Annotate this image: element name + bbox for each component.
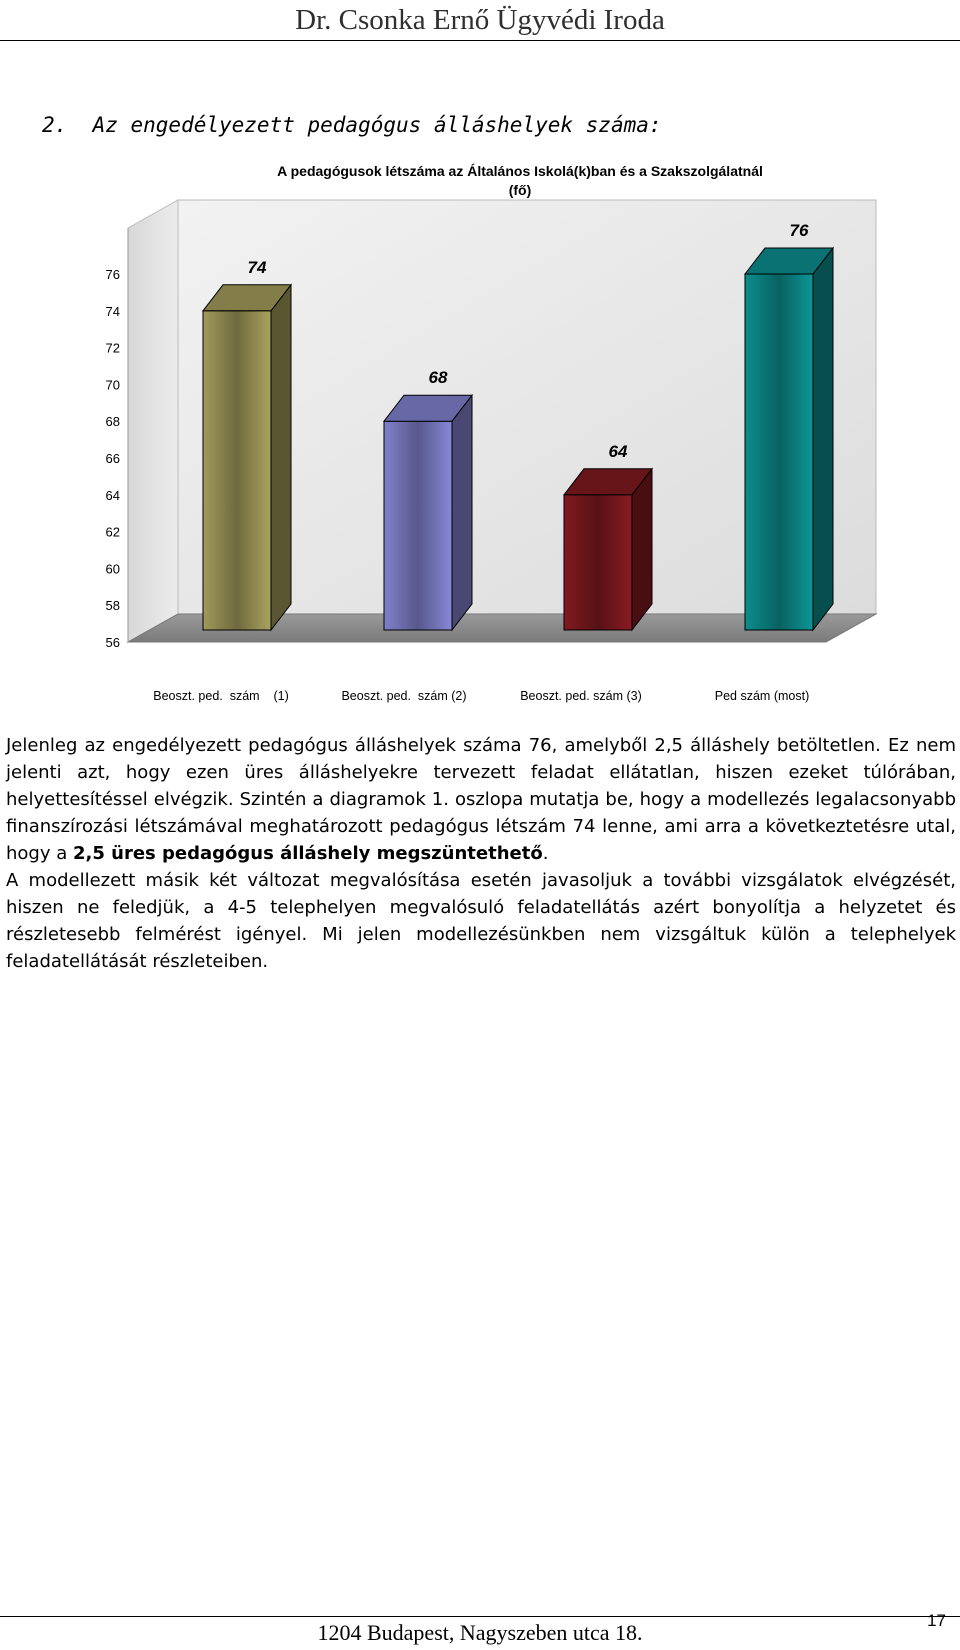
bar-side-face: [271, 285, 291, 630]
chart-title: A pedagógusok létszáma az Általános Iskolá(k)ban és a Szakszolgálatnál: [277, 163, 763, 179]
x-category-label: Beoszt. ped. szám (2): [341, 689, 467, 703]
y-tick-label: 66: [105, 451, 120, 466]
bar-front-face: [564, 495, 632, 630]
footer-address: 1204 Budapest, Nagyszeben utca 18.: [317, 1620, 643, 1645]
y-tick-label: 76: [105, 267, 120, 282]
body-paragraph-1-text: Jelenleg az engedélyezett pedagógus álláshelyek száma 76, amelyből 2,5 álláshely betöltetlen. Ez nem jelenti azt, hogy ezen üres álláshelyekre tervezett feladat ellátatlan, hiszen ezeket túlórában, helyettesítéssel elvégzik. Szintén a diagramok 1. oszlopa mutatja be, hogy a modellezés legalacsonyabb finanszírozási létszámával meghatározott pedagógus létszám 74 lenne, ami arra a következtetésre utal, hogy a: [6, 735, 956, 864]
body-paragraph-2: A modellezett másik két változat megvalósítása esetén javasoljuk a további vizsgálatok elvégzését, hiszen ne feledjük, a 4-5 telephelyen megvalósuló feladatellátás azért bonyolítja a helyzetet és részletesebb felmérést igényel. Mi jelen modellezésünkben nem vizsgáltuk külön a telephelyek feladatellátását részleteiben.: [6, 870, 956, 972]
bar: [203, 285, 291, 630]
bar-data-label: 76: [789, 221, 809, 240]
bar: [745, 248, 833, 630]
y-tick-label: 72: [105, 340, 120, 356]
bar-side-face: [452, 395, 472, 630]
bar-side-face: [632, 469, 652, 630]
bar-side-face: [813, 248, 833, 630]
y-tick-label: 68: [105, 414, 120, 430]
section-heading: 2. Az engedélyezett pedagógus álláshelyek száma:: [42, 113, 662, 137]
y-tick-label: 74: [105, 303, 120, 319]
chart-side-wall: [128, 200, 178, 642]
footer-divider: [0, 1616, 960, 1617]
y-tick-label: 62: [105, 524, 120, 540]
bar: [384, 395, 472, 630]
chart-subtitle: (fő): [508, 182, 532, 198]
body-paragraph-1: [6, 732, 956, 867]
bar-front-face: [203, 311, 271, 630]
x-category-label: Beoszt. ped. szám (3): [520, 689, 642, 703]
x-category-label: Beoszt. ped. szám (1): [153, 689, 289, 703]
y-tick-label: 60: [105, 561, 120, 577]
bar-front-face: [745, 274, 813, 630]
bar: [564, 469, 652, 630]
y-tick-label: 58: [105, 598, 120, 614]
bar-front-face: [384, 421, 452, 630]
y-tick-label: 70: [105, 377, 120, 393]
bar-data-label: 68: [428, 368, 448, 388]
x-category-label: Ped szám (most): [714, 689, 810, 703]
body-paragraph-1-bold: 2,5 üres pedagógus álláshely megszüntethető: [72, 843, 543, 864]
page-number: 17: [927, 1611, 946, 1630]
bar-data-label: 74: [247, 257, 267, 277]
bar-data-label: 64: [608, 441, 628, 461]
page-header-title: Dr. Csonka Ernő Ügyvédi Iroda: [295, 4, 665, 36]
y-tick-label: 56: [105, 635, 120, 650]
body-paragraph-1-end: .: [542, 843, 549, 864]
y-tick-label: 64: [105, 487, 120, 503]
bar-chart: [0, 0, 960, 720]
body-text: [6, 732, 956, 975]
